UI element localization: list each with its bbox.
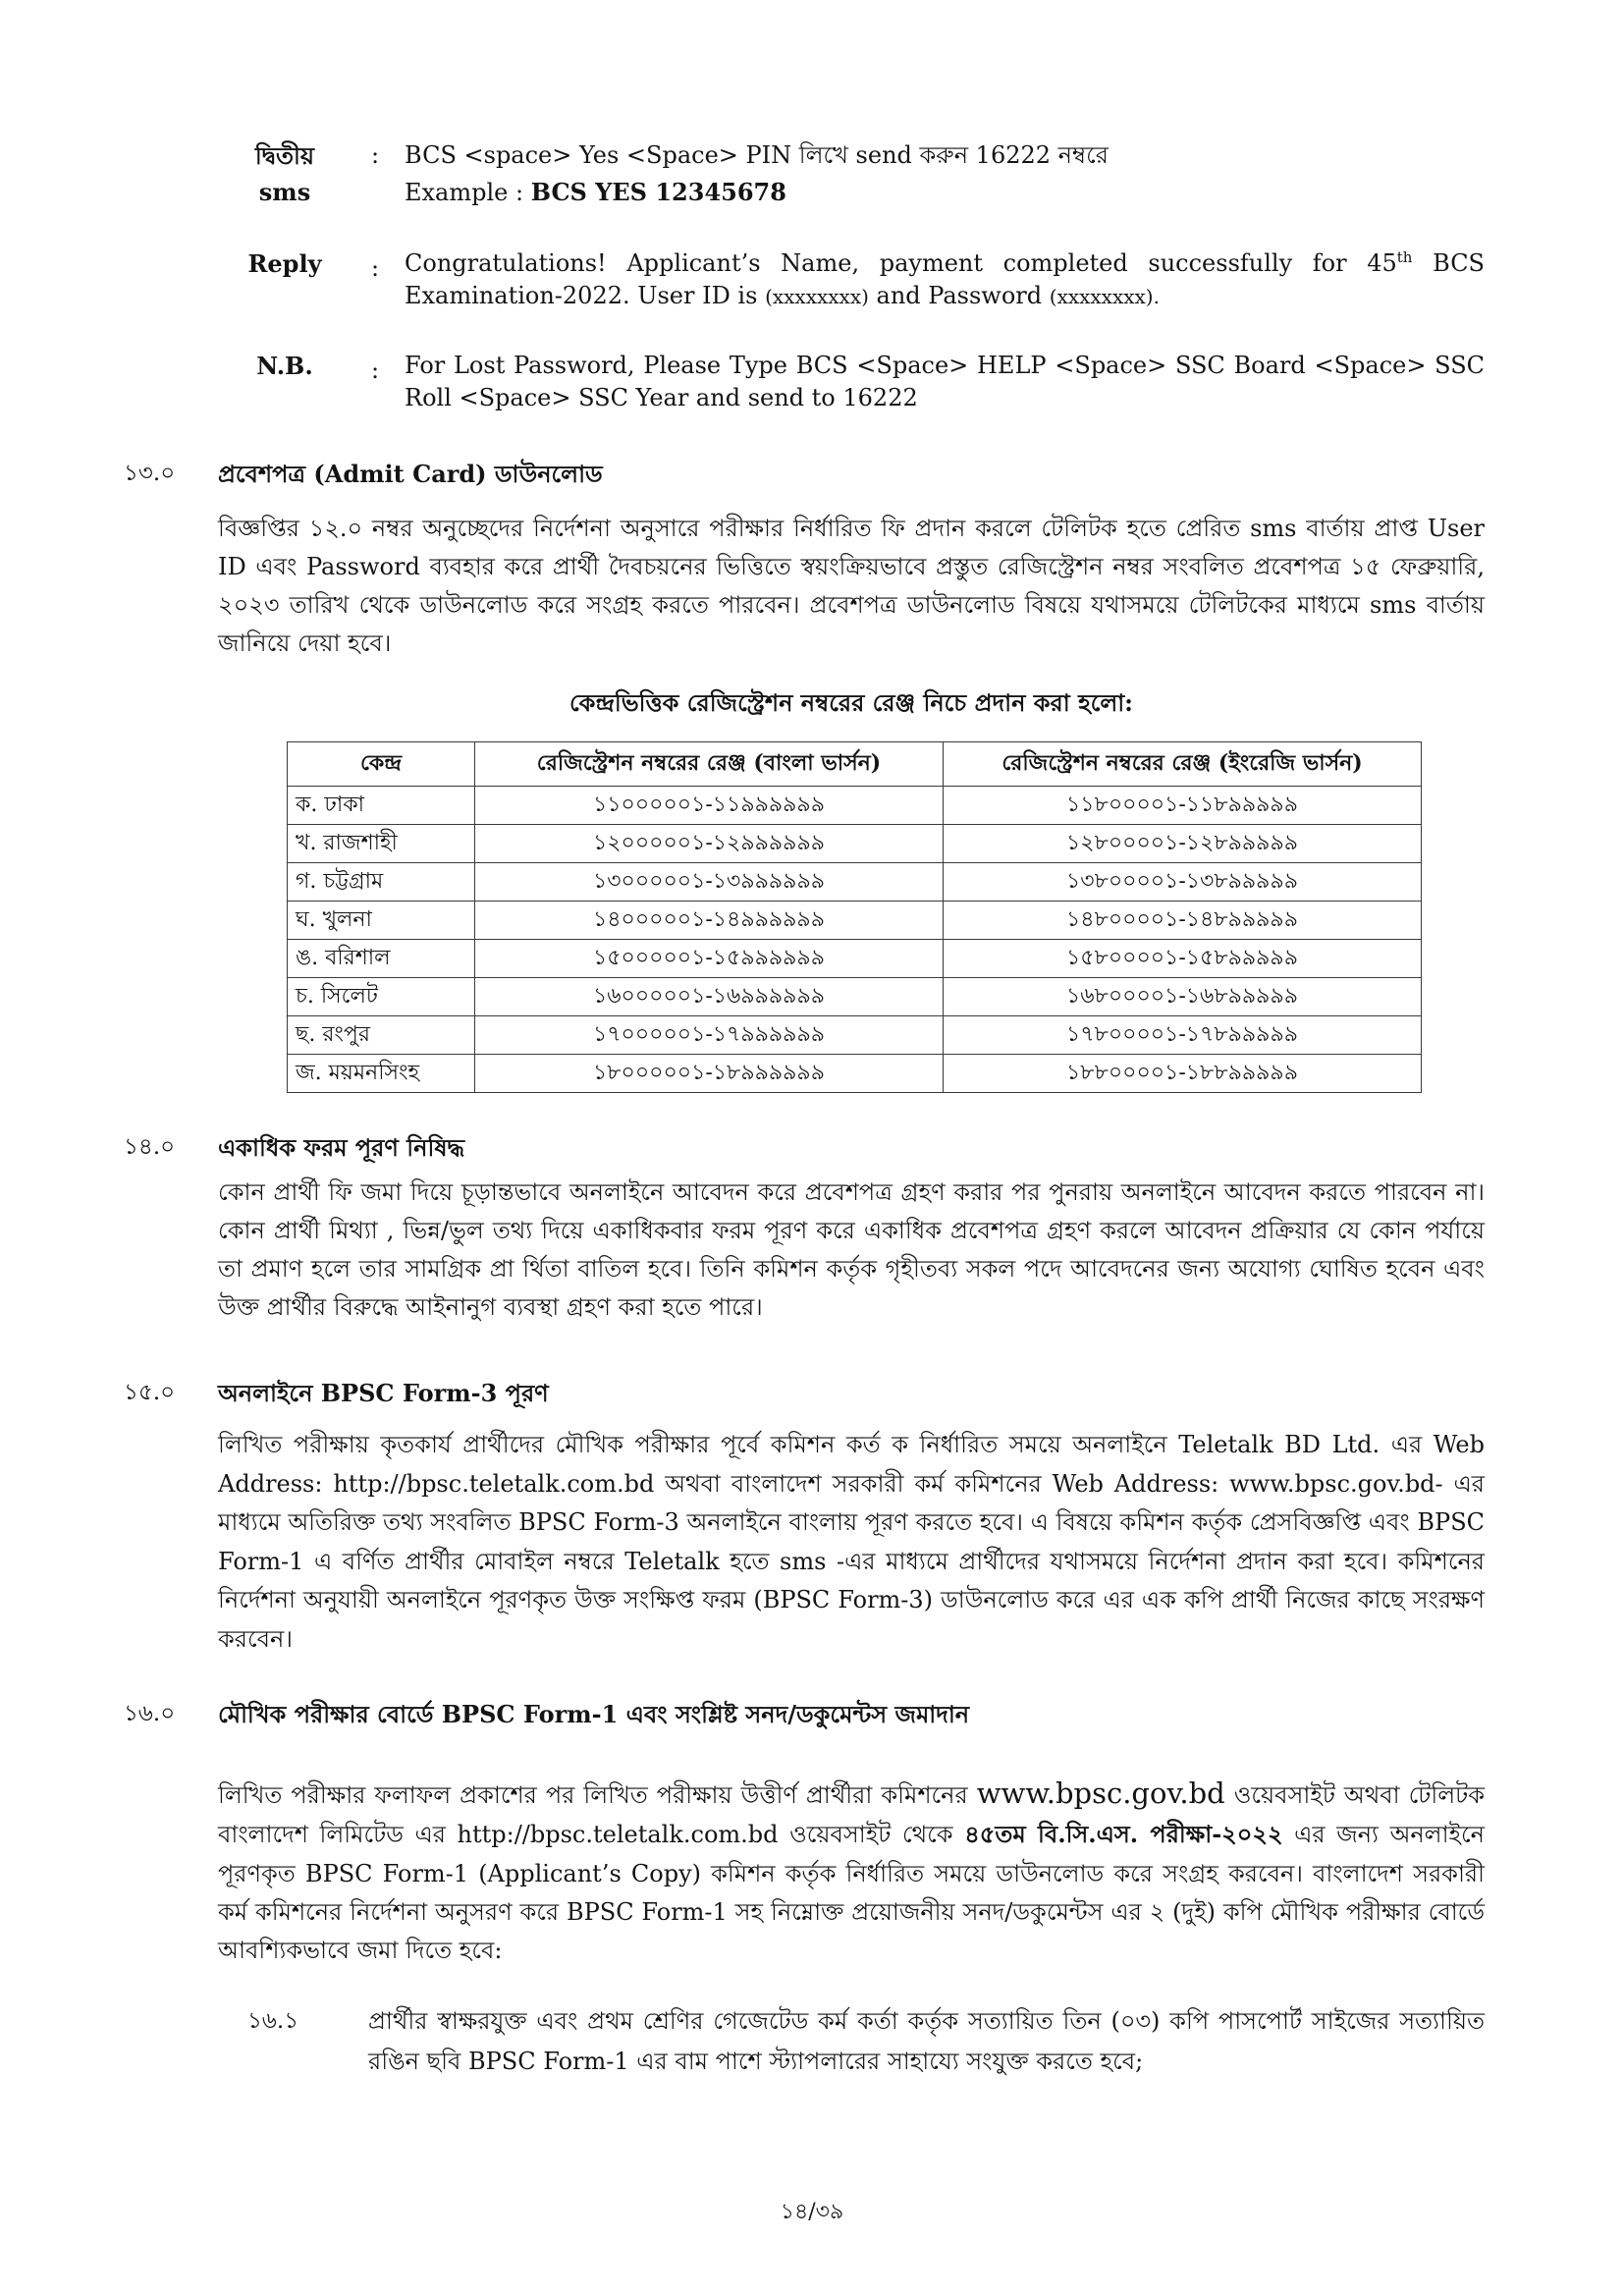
section-13-title: প্রবেশপত্র (Admit Card) ডাউনলোড xyxy=(218,460,603,488)
table-cell-english-range: ১৪৮০০০০১-১৪৮৯৯৯৯৯ xyxy=(944,902,1422,940)
second-sms-row xyxy=(231,137,1485,211)
table-cell-bangla-range: ১২০০০০০১-১২৯৯৯৯৯৯ xyxy=(475,825,944,863)
example-code: BCS YES 12345678 xyxy=(530,178,786,206)
table-row xyxy=(288,940,1422,978)
section-13-number: ১৩.০ xyxy=(124,461,176,486)
table-cell-center: চ. সিলেট xyxy=(288,978,475,1016)
table-row xyxy=(288,1016,1422,1055)
table-cell-center: খ. রাজশাহী xyxy=(288,825,475,863)
table-cell-bangla-range: ১৩০০০০০১-১৩৯৯৯৯৯৯ xyxy=(475,863,944,902)
reply-superscript: th xyxy=(1396,248,1413,266)
table-cell-bangla-range: ১১০০০০০১-১১৯৯৯৯৯৯ xyxy=(475,787,944,825)
table-cell-english-range: ১১৮০০০০১-১১৮৯৯৯৯৯ xyxy=(944,787,1422,825)
reply-user-id: (xxxxxxxx) xyxy=(765,285,869,308)
table-header-english-range: রেজিস্ট্রেশন নম্বরের রেঞ্জ (ইংরেজি ভার্সন) xyxy=(944,742,1422,787)
registration-range-table xyxy=(287,741,1422,1093)
section-13-heading xyxy=(124,455,1624,493)
table-cell-bangla-range: ১৫০০০০০১-১৫৯৯৯৯৯৯ xyxy=(475,940,944,978)
table-cell-english-range: ১৬৮০০০০১-১৬৮৯৯৯৯৯ xyxy=(944,978,1422,1016)
reply-text-part1: Congratulations! Applicant’s Name, payment completed successfully for 45 xyxy=(405,249,1397,277)
section-15-paragraph: লিখিত পরীক্ষায় কৃতকার্য প্রার্থীদের মৌখিক পরীক্ষার পূর্বে কমিশন কর্ত ক নির্ধারিত সময়ে অনলাইনে Teletalk BD Ltd. এর Web Address: http://bpsc.teletalk.com.bd অথবা বাংলাদেশ সরকারী কর্ম কমিশনের Web Address: www.bpsc.gov.bd- এর মাধ্যমে অতিরিক্ত তথ্য সংবলিত BPSC Form-3 অনলাইনে বাংলায় পূরণ করতে হবে। এ বিষয়ে কমিশন কর্তৃক প্রেসবিজ্ঞপ্তি এবং BPSC Form-1 এ বর্ণিত প্রার্থীর মোবাইল নম্বরে Teletalk হতে sms -এর মাধ্যমে প্রার্থীদের যথাসময়ে নির্দেশনা প্রদান করা হবে। কমিশনের নির্দেশনা অনুযায়ী অনলাইনে পূরণকৃত উক্ত সংক্ষিপ্ত ফরম (BPSC Form-3) ডাউনলোড করে এর এক কপি প্রার্থী নিজের কাছে সংরক্ষণ করবেন। xyxy=(218,1431,1485,1653)
nb-colon: : xyxy=(371,356,380,384)
example-prefix: Example : xyxy=(405,179,531,206)
page-number: ১৪/৩৯ xyxy=(780,2200,844,2224)
table-row xyxy=(288,902,1422,940)
reply-colon: : xyxy=(371,254,380,282)
reply-label: Reply xyxy=(247,249,322,278)
section-16-paragraph xyxy=(218,1775,1485,1970)
table-cell-english-range: ১৩৮০০০০১-১৩৮৯৯৯৯৯ xyxy=(944,863,1422,902)
second-sms-text xyxy=(405,137,1485,211)
section-14-number: ১৪.০ xyxy=(124,1134,176,1160)
table-row xyxy=(288,978,1422,1016)
table-row xyxy=(288,787,1422,825)
table-cell-bangla-range: ১৪০০০০০১-১৪৯৯৯৯৯৯ xyxy=(475,902,944,940)
second-sms-label xyxy=(231,137,339,211)
section-16-heading xyxy=(124,1695,1624,1733)
reply-row xyxy=(231,247,1485,313)
table-cell-center: গ. চট্টগ্রাম xyxy=(288,863,475,902)
section-15-number: ১৫.০ xyxy=(124,1380,176,1405)
table-cell-bangla-range: ১৭০০০০০১-১৭৯৯৯৯৯৯ xyxy=(475,1016,944,1055)
table-cell-center: ছ. রংপুর xyxy=(288,1016,475,1055)
table-cell-english-range: ১৫৮০০০০১-১৫৮৯৯৯৯৯ xyxy=(944,940,1422,978)
reply-text-part3: and Password xyxy=(868,282,1050,309)
section-14-paragraph: কোন প্রার্থী ফি জমা দিয়ে চূড়ান্তভাবে অনলাইনে আবেদন করে প্রবেশপত্র গ্রহণ করার পর পুনরায় অনলাইনে আবেদন করতে পারবেন না। কোন প্রার্থী মিথ্যা , ভিন্ন/ভুল তথ্য দিয়ে একাধিকবার ফরম পূরণ করে একাধিক প্রবেশপত্র গ্রহণ করলে আবেদন প্রক্রিয়ার যে কোন পর্যায়ে তা প্রমাণ হলে তার সামগ্রিক প্রা র্থিতা বাতিল হবে। তিনি কমিশন কর্তৃক গৃহীতব্য সকল পদে আবেদনের জন্য অযোগ্য ঘোষিত হবেন এবং উক্ত প্রার্থীর বিরুদ্ধে আইনানুগ ব্যবস্থা গ্রহণ করা হতে পারে। xyxy=(218,1178,1485,1321)
section-16-text-part1: লিখিত পরীক্ষার ফলাফল প্রকাশের পর লিখিত পরীক্ষায় উত্তীর্ণ প্রার্থীরা কমিশনের xyxy=(218,1781,977,1809)
table-header-center: কেন্দ্র xyxy=(288,742,475,787)
item-16-1-text: প্রার্থীর স্বাক্ষরযুক্ত এবং প্রথম শ্রেণির গেজেটেড কর্ম কর্তা কর্তৃক সত্যায়িত তিন (০৩) কপি পাসপোর্ট সাইজের সত্যায়িত রঙিন ছবি BPSC Form-1 এর বাম পাশে স্ট্যাপলারের সাহায্যে সংযুক্ত করতে হবে; xyxy=(368,2007,1485,2076)
table-cell-english-range: ১২৮০০০০১-১২৮৯৯৯৯৯ xyxy=(944,825,1422,863)
reply-password: (xxxxxxxx). xyxy=(1049,285,1160,308)
section-14-title: একাধিক ফরম পূরণ নিষিদ্ধ xyxy=(218,1133,465,1162)
nb-text: For Lost Password, Please Type BCS <Space> HELP <Space> SSC Board <Space> SSC Roll <Space> SSC Year and send to 16222 xyxy=(405,352,1485,411)
table-cell-english-range: ১৮৮০০০০১-১৮৮৯৯৯৯৯ xyxy=(944,1055,1422,1093)
section-15-title: অনলাইনে BPSC Form-3 পূরণ xyxy=(218,1379,549,1407)
section-15-heading xyxy=(124,1374,1624,1412)
table-row xyxy=(288,863,1422,902)
table-row xyxy=(288,825,1422,863)
second-sms-label-line1: দ্বিতীয় xyxy=(254,141,315,170)
table-header-bangla-range: রেজিস্ট্রেশন নম্বরের রেঞ্জ (বাংলা ভার্সন) xyxy=(475,742,944,787)
table-header-row xyxy=(288,742,1422,787)
section-16-exam-name: ৪৫তম বি.সি.এস. পরীক্ষা-২০২২ xyxy=(964,1820,1283,1849)
reply-text xyxy=(405,247,1485,313)
section-16-title: মৌখিক পরীক্ষার বোর্ডে BPSC Form-1 এবং সংশ্লিষ্ট সনদ/ডকুমেন্টস জমাদান xyxy=(218,1700,970,1728)
section-16-number: ১৬.০ xyxy=(124,1701,176,1726)
nb-label: N.B. xyxy=(256,352,313,380)
table-caption: কেন্দ্রভিত্তিক রেজিস্ট্রেশন নম্বরের রেঞ্জ নিচে প্রদান করা হলো: xyxy=(568,688,1134,717)
section-16-bpsc-url: www.bpsc.gov.bd xyxy=(976,1777,1225,1810)
second-sms-label-line2: sms xyxy=(258,178,311,206)
table-cell-english-range: ১৭৮০০০০১-১৭৮৯৯৯৯৯ xyxy=(944,1016,1422,1055)
table-cell-center: ঘ. খুলনা xyxy=(288,902,475,940)
second-sms-colon: : xyxy=(371,141,380,169)
table-cell-center: ক. ঢাকা xyxy=(288,787,475,825)
section-16-text-part2: ওয়েবসাইট অথবা টেলিটক বাংলাদেশ লিমিটেড এর http://bpsc.teletalk.com.bd ওয়েবসাইট থেকে xyxy=(218,1781,1485,1849)
item-16-1-number: ১৬.১ xyxy=(247,2008,299,2035)
section-16-text-part3: এর জন্য অনলাইনে পূরণকৃত BPSC Form-1 (Applicant’s Copy) কমিশন কর্তৃক নির্ধারিত সময়ে ডাউনলোড করে সংগ্রহ করবেন। বাংলাদেশ সরকারী কর্ম কমিশনের নির্দেশনা অনুসরণ করে BPSC Form-1 সহ নিম্নোক্ত প্রয়োজনীয় সনদ/ডকুমেন্টস এর ২ (দুই) কপি মৌখিক পরীক্ষার বোর্ডে আবশ্যিকভাবে জমা দিতে হবে: xyxy=(218,1821,1485,1965)
nb-row xyxy=(231,350,1485,414)
section-13-paragraph: বিজ্ঞপ্তির ১২.০ নম্বর অনুচ্ছেদের নির্দেশনা অনুসারে পরীক্ষার নির্ধারিত ফি প্রদান করলে টেলিটক হতে প্রেরিত sms বার্তায় প্রাপ্ত User ID এবং Password ব্যবহার করে প্রার্থী দৈবচয়নের ভিত্তিতে স্বয়ংক্রিয়ভাবে প্রস্তুত রেজিস্ট্রেশন নম্বর সংবলিত প্রবেশপত্র ১৫ ফেব্রুয়ারি, ২০২৩ তারিখ থেকে ডাউনলোড করে সংগ্রহ করতে পারবেন। প্রবেশপত্র ডাউনলোড বিষয়ে যথাসময়ে টেলিটকের মাধ্যমে sms বার্তায় জানিয়ে দেয়া হবে। xyxy=(218,515,1485,657)
second-sms-example xyxy=(405,174,1485,211)
table-cell-center: ঙ. বরিশাল xyxy=(288,940,475,978)
second-sms-instruction: BCS <space> Yes <Space> PIN লিখে send করুন 16222 নম্বরে xyxy=(405,141,1109,169)
table-row xyxy=(288,1055,1422,1093)
table-cell-bangla-range: ১৬০০০০০১-১৬৯৯৯৯৯৯ xyxy=(475,978,944,1016)
section-14-heading xyxy=(124,1128,1624,1167)
table-cell-center: জ. ময়মনসিংহ xyxy=(288,1055,475,1093)
item-16-1 xyxy=(247,2001,1485,2082)
reply-text-part2: BCS Examination-2022. User ID is xyxy=(405,249,1485,309)
table-cell-bangla-range: ১৮০০০০০১-১৮৯৯৯৯৯৯ xyxy=(475,1055,944,1093)
